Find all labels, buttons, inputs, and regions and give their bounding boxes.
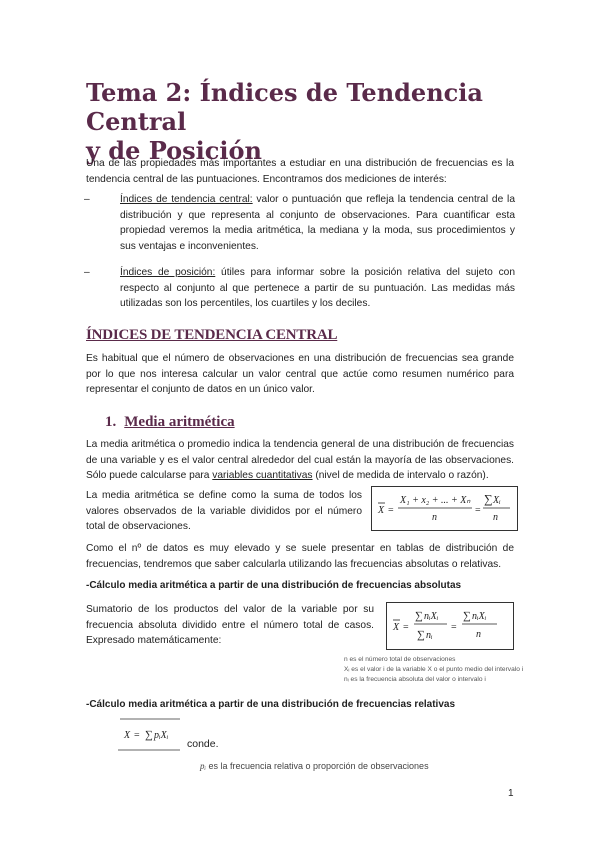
svg-text:=: = [388, 505, 394, 516]
svg-text:n: n [476, 629, 481, 640]
svg-text:∑: ∑ [484, 492, 493, 506]
svg-text:nᵢ: nᵢ [426, 630, 433, 641]
svg-text:=: = [475, 505, 481, 516]
page-number: 1 [508, 788, 514, 799]
dash-bullet: – [84, 194, 90, 205]
section-paragraph: Es habitual que el número de observaciones en una distribución de frecuencias sea grande por lo que nos interesa calcular un valor central que actúe como resumen numérico para representar el conjunto de datos en un único valor. [86, 353, 514, 395]
svg-text:n: n [493, 512, 498, 523]
bullet-item-posicion [84, 265, 515, 312]
tables-paragraph: Como el nº de datos es muy elevado y se suele presentar en tablas de distribución de frecuencias, tendremos que saber calcularla utilizando las frecuencias absolutas o relativas. [86, 543, 514, 570]
legend-line: nᵢ es la frecuencia absoluta del valor o intervalo i [344, 676, 486, 683]
section-heading: ÍNDICES DE TENDENCIA CENTRAL [86, 327, 338, 343]
svg-text:=: = [403, 622, 409, 633]
intro-paragraph: Una de las propiedades más importantes a estudiar en una distribución de frecuencias es la tendencia central de las puntuaciones. Encontramos dos mediciones de interés: [86, 158, 514, 185]
media-text-a: La media aritmética o promedio indica la tendencia general de una distribución de frecuencias de una variable y es el valor central alrededor del cual están la mayoría de las observaciones. Sólo puede calcularse para [86, 439, 514, 481]
media-text-b: (nivel de medida de intervalo o razón). [312, 470, 489, 481]
bullet-term: Índices de posición: [120, 267, 216, 278]
legend-line: Xᵢ es el valor i de la variable X o el punto medio del intervalo i [344, 666, 524, 673]
title-line-2: y de Posición [86, 136, 262, 165]
bullet-body [103, 265, 515, 312]
legend-line: n es el número total de observaciones [344, 656, 456, 663]
pi-description-text: es la frecuencia relativa o proporción de observaciones [205, 761, 429, 771]
formula-relative [118, 716, 182, 754]
bullet-text: útiles para informar sobre la posición relativa del sujeto con respecto al conjunto al que pertenece a partir de su puntuación. Las medidas más utilizadas son los percentiles, los cuartiles y los deciles. [120, 267, 515, 309]
svg-text:X: X [124, 730, 131, 741]
bullet-body [103, 192, 515, 254]
definition-paragraph: La media aritmética se define como la suma de todos los valores observados de la variable divididos por el número total de observaciones. [86, 490, 362, 532]
formula-absolute-svg [387, 603, 513, 649]
variables-cuantitativas-term: variables cuantitativas [212, 470, 313, 481]
svg-text:Xᵢ: Xᵢ [493, 495, 501, 506]
svg-text:nᵢXᵢ: nᵢXᵢ [424, 611, 439, 622]
svg-text:=: = [451, 622, 457, 633]
title-line-1: Tema 2: Índices de Tendencia Central [86, 78, 483, 136]
pi-symbol: pᵢ [200, 761, 206, 771]
svg-text:∑: ∑ [415, 610, 423, 622]
svg-text:∑: ∑ [463, 610, 471, 622]
media-paragraph [86, 437, 514, 484]
svg-text:∑: ∑ [417, 629, 425, 641]
bullet-item-tendencia [84, 192, 515, 254]
absolute-frequency-paragraph: Sumatorio de los productos del valor de la variable por su frecuencia absoluta dividido entre el número total de casos. Expresado matemáticamente: [86, 604, 374, 646]
formula-relative-svg [118, 716, 182, 754]
subsection-title: Media aritmética [124, 414, 235, 430]
subsection-number: 1. [105, 414, 117, 430]
svg-text:n: n [432, 512, 437, 523]
svg-text:nᵢXᵢ: nᵢXᵢ [472, 611, 487, 622]
formula-mean-box [371, 486, 518, 531]
bullet-text: valor o puntuación que refleja la tendencia central de la distribución y que representa al conjunto de observaciones. Para cuantificar esta propiedad veremos la media aritmética, la mediana y la moda, sus procedimientos y sus ventajas e inconvenientes. [120, 194, 515, 252]
svg-text:X: X [378, 505, 385, 516]
svg-text:X₁ + x₂ + ... + Xₙ: X₁ + x₂ + ... + Xₙ [400, 495, 471, 506]
relative-frequency-heading: -Cálculo media aritmética a partir de una distribución de frecuencias relativas [86, 699, 456, 710]
absolute-frequency-heading: -Cálculo media aritmética a partir de una distribución de frecuencias absolutas [86, 580, 462, 591]
svg-text:pᵢXᵢ: pᵢXᵢ [154, 730, 169, 741]
bullet-term: Índices de tendencia central: [120, 194, 253, 205]
formula-absolute-box [386, 602, 514, 650]
svg-text:=: = [134, 730, 140, 741]
conde-text: conde. [187, 738, 219, 750]
subsection-heading [105, 414, 235, 431]
svg-text:∑: ∑ [145, 729, 153, 741]
formula-legend [344, 655, 523, 685]
formula-mean-svg [372, 487, 517, 530]
dash-bullet: – [84, 267, 90, 278]
pi-description [200, 761, 429, 771]
page-title [86, 78, 526, 165]
svg-text:X: X [393, 622, 400, 633]
